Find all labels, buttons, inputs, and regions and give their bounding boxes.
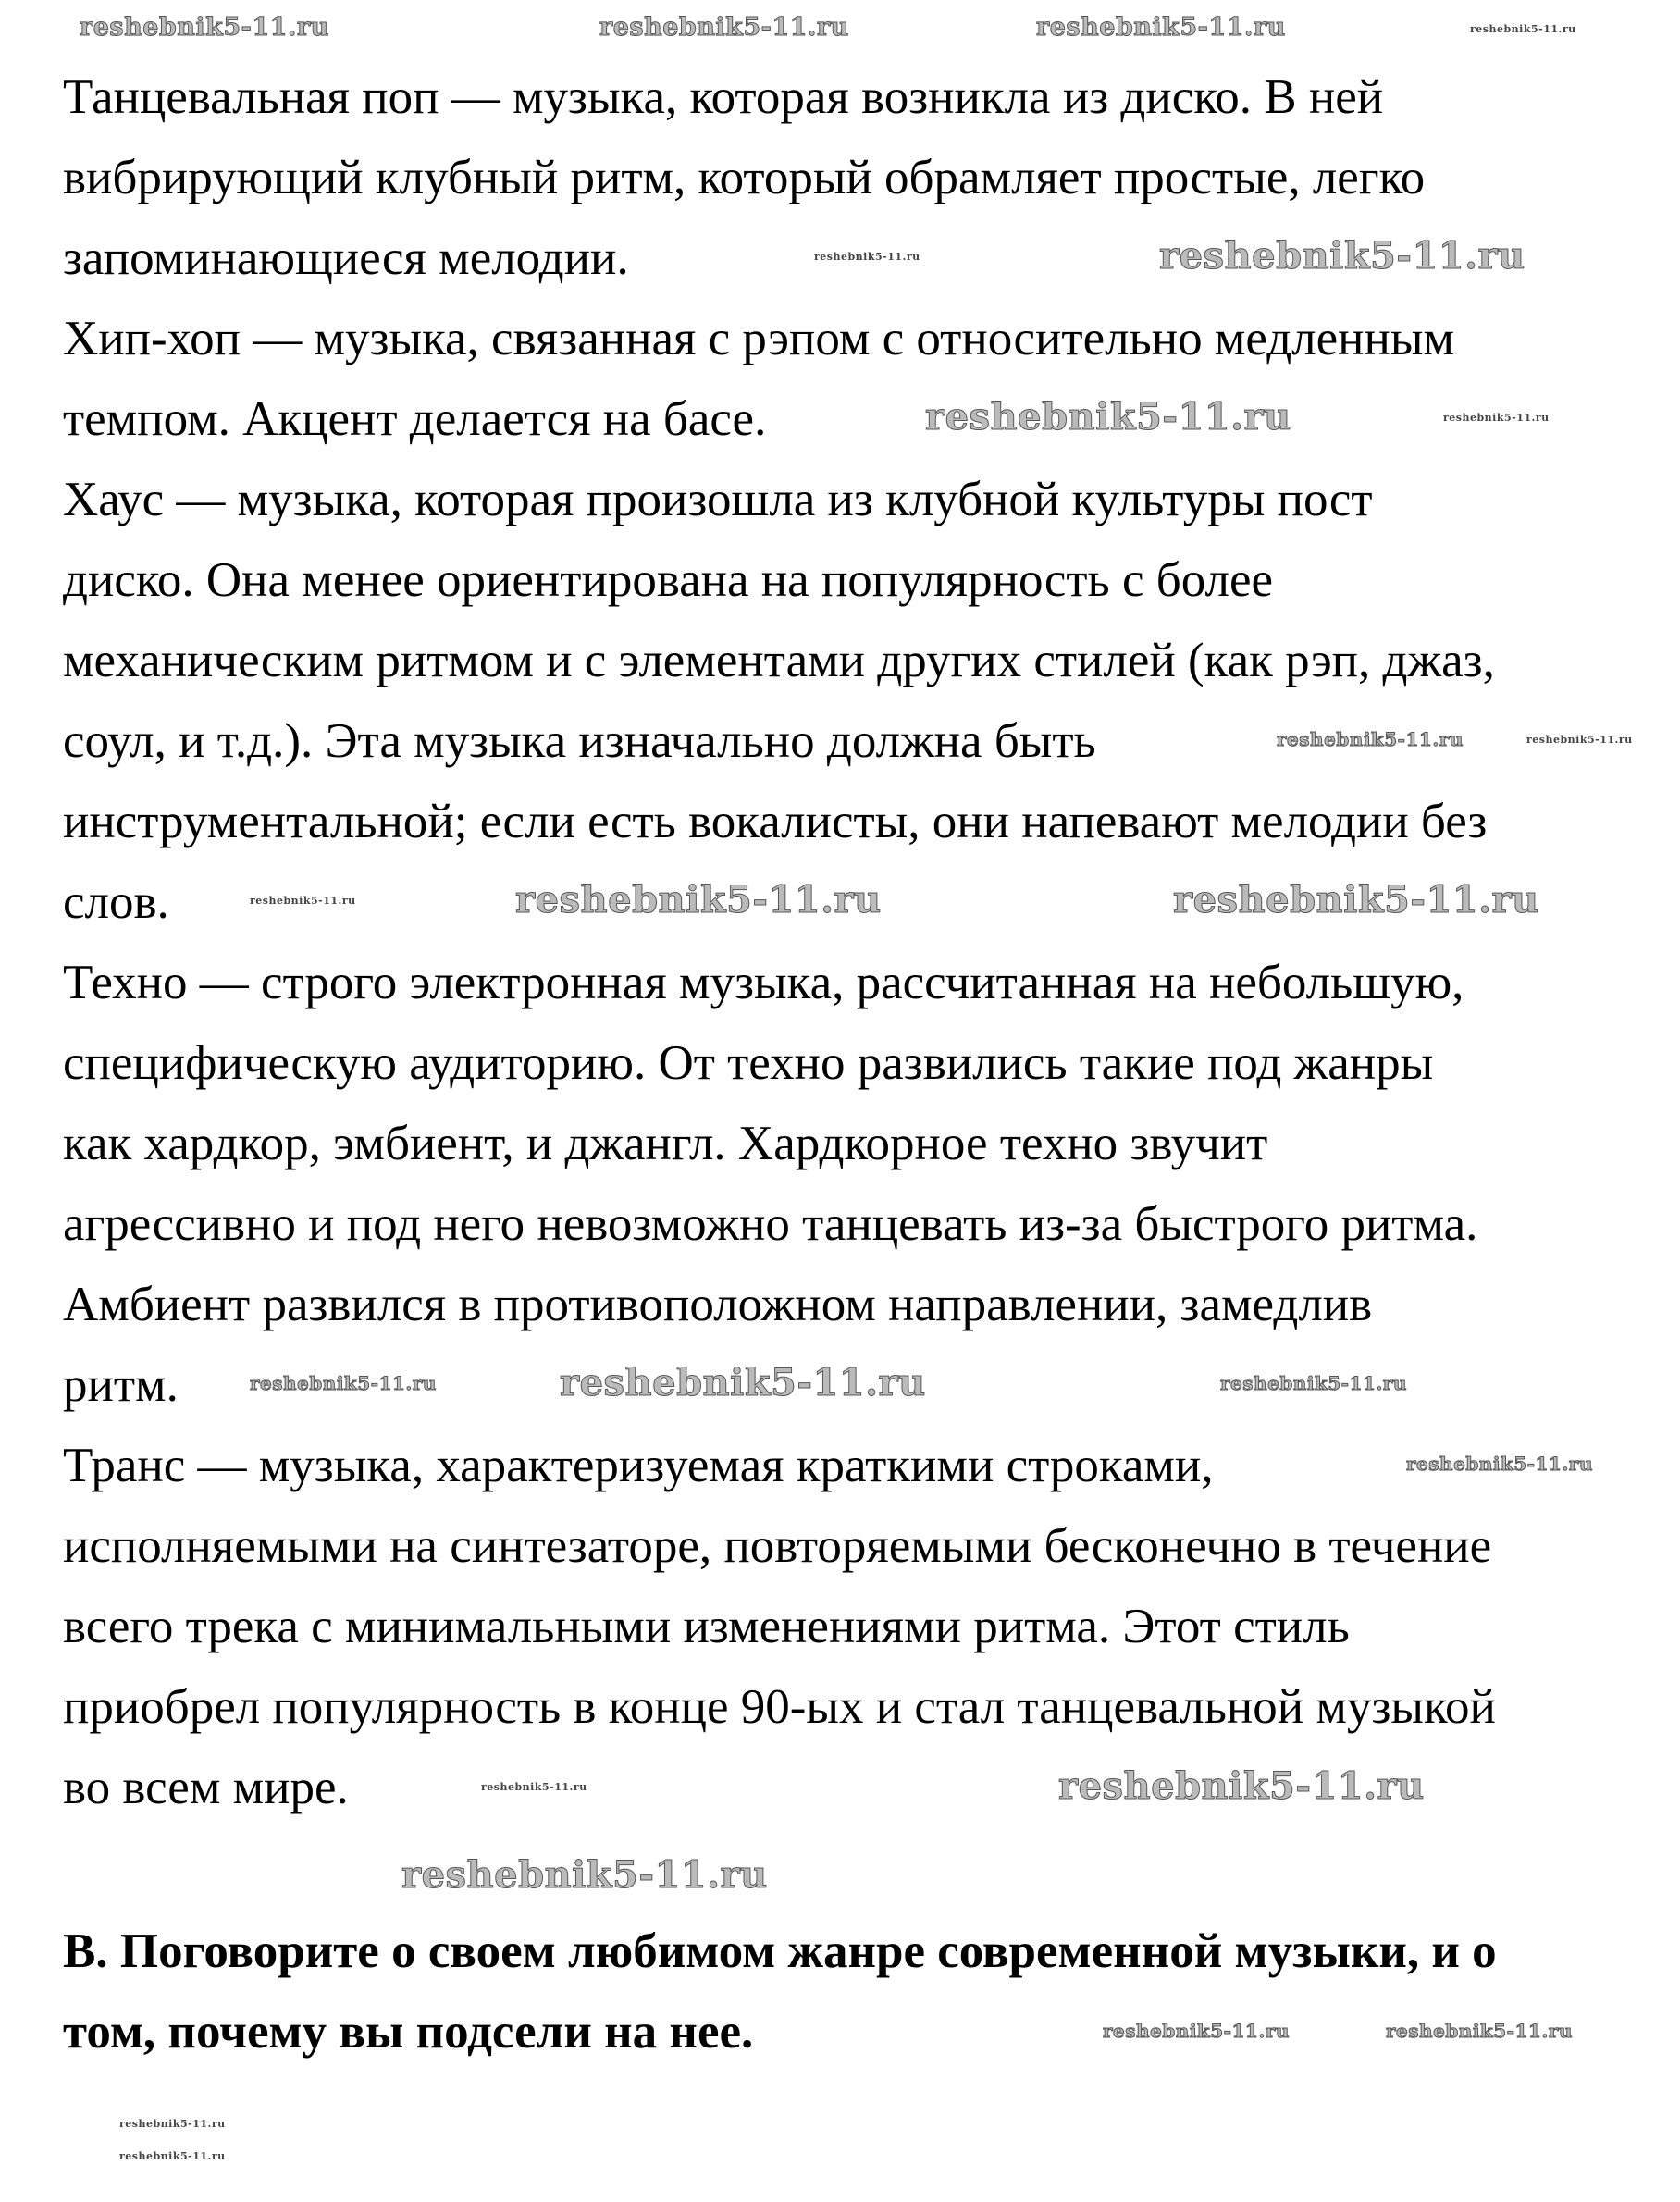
watermark: reshebnik5-11.ru: [119, 2118, 226, 2130]
watermark: reshebnik5-11.ru: [1470, 23, 1576, 35]
watermark: reshebnik5-11.ru: [1443, 412, 1550, 424]
text-line: Танцевальная поп — музыка, которая возникла из диско. В ней: [63, 70, 1384, 124]
watermark: reshebnik5-11.ru: [925, 395, 1291, 439]
watermark: reshebnik5-11.ru: [1406, 1453, 1593, 1475]
text-line: Хип-хоп — музыка, связанная с рэпом с относительно медленным: [63, 312, 1455, 365]
genre-descriptions: [63, 57, 1496, 1828]
text-line: приобрел популярность в конце 90-ых и стал танцевальной музыкой: [63, 1680, 1496, 1734]
text-line: всего трека с минимальными изменениями ритма. Этот стиль: [63, 1600, 1350, 1653]
text-line: во всем мире.: [63, 1761, 349, 1814]
watermark: reshebnik5-11.ru: [481, 1781, 587, 1793]
watermark: reshebnik5-11.ru: [1036, 13, 1286, 42]
task-line: том, почему вы подсели на нее.: [63, 2005, 754, 2059]
text-line: диско. Она менее ориентирована на популярность с более: [63, 553, 1273, 607]
watermark: reshebnik5-11.ru: [1159, 234, 1526, 278]
text-line: Транс — музыка, характеризуемая краткими строками,: [63, 1439, 1214, 1492]
text-line: Техно — строго электронная музыка, рассчитанная на небольшую,: [63, 956, 1464, 1009]
watermark: reshebnik5-11.ru: [250, 1372, 437, 1394]
task-prompt: [63, 1911, 1497, 2072]
text-line: темпом. Акцент делается на басе.: [63, 392, 767, 446]
task-line: В. Поговорите о своем любимом жанре современной музыки, и о: [63, 1924, 1497, 1978]
text-line: Хаус — музыка, которая произошла из клубной культуры пост: [63, 473, 1373, 526]
watermark: reshebnik5-11.ru: [515, 878, 882, 922]
watermark: reshebnik5-11.ru: [80, 13, 329, 42]
watermark: reshebnik5-11.ru: [119, 2150, 226, 2162]
watermark: reshebnik5-11.ru: [401, 1853, 768, 1897]
watermark: reshebnik5-11.ru: [1386, 2020, 1573, 2042]
text-line: специфическую аудиторию. От техно развились такие под жанры: [63, 1036, 1434, 1090]
text-line: ритм.: [63, 1358, 179, 1412]
text-line: вибрирующий клубный ритм, который обрамляет простые, легко: [63, 151, 1426, 204]
watermark: reshebnik5-11.ru: [1526, 734, 1633, 746]
text-line: инструментальной; если есть вокалисты, они напевают мелодии без: [63, 795, 1488, 848]
text-line: агрессивно и под него невозможно танцевать из-за быстрого ритма.: [63, 1197, 1478, 1251]
watermark: reshebnik5-11.ru: [560, 1361, 926, 1404]
watermark: reshebnik5-11.ru: [1277, 728, 1464, 750]
text-line: как хардкор, эмбиент, и джангл. Хардкорное техно звучит: [63, 1117, 1268, 1170]
text-line: соул, и т.д.). Эта музыка изначально должна быть: [63, 714, 1096, 768]
text-line: исполняемыми на синтезаторе, повторяемыми бесконечно в течение: [63, 1519, 1492, 1573]
watermark: reshebnik5-11.ru: [250, 895, 356, 907]
text-line: запоминающиеся мелодии.: [63, 231, 629, 285]
watermark: reshebnik5-11.ru: [1220, 1372, 1407, 1394]
watermark: reshebnik5-11.ru: [599, 13, 849, 42]
watermark: reshebnik5-11.ru: [814, 251, 920, 263]
text-line: Амбиент развился в противоположном направлении, замедлив: [63, 1278, 1373, 1331]
watermark: reshebnik5-11.ru: [1103, 2020, 1290, 2042]
watermark: reshebnik5-11.ru: [1173, 878, 1539, 922]
watermark: reshebnik5-11.ru: [1058, 1764, 1425, 1808]
text-line: слов.: [63, 875, 169, 929]
text-line: механическим ритмом и с элементами других стилей (как рэп, джаз,: [63, 634, 1495, 687]
